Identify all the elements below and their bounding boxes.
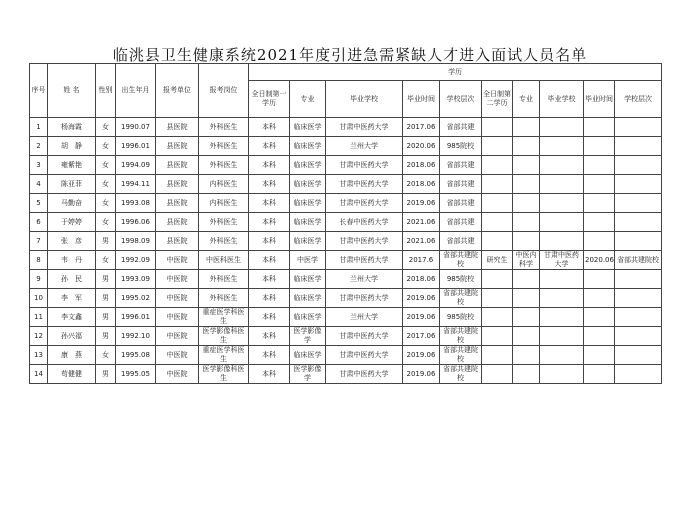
cell-degree: 本科 xyxy=(249,194,290,213)
cell-level: 省部共建 xyxy=(440,213,482,232)
table-row xyxy=(30,308,662,327)
cell-major: 临床医学 xyxy=(290,232,326,251)
cell-gender: 女 xyxy=(96,194,116,213)
cell-major: 临床医学 xyxy=(290,270,326,289)
cell-grad: 2017.06 xyxy=(403,118,440,137)
cell-level2 xyxy=(615,175,662,194)
table-row xyxy=(30,270,662,289)
cell-major2 xyxy=(513,156,540,175)
cell-major: 临床医学 xyxy=(290,308,326,327)
cell-name: 杨海霞 xyxy=(48,118,96,137)
cell-name: 马勤奋 xyxy=(48,194,96,213)
cell-grad: 2021.06 xyxy=(403,213,440,232)
candidate-table xyxy=(29,63,662,384)
table-row xyxy=(30,289,662,308)
cell-degree2 xyxy=(482,118,513,137)
cell-name: 孙 民 xyxy=(48,270,96,289)
cell-school2: 甘肃中医药大学 xyxy=(540,251,584,270)
cell-school: 甘肃中医药大学 xyxy=(326,346,403,365)
cell-unit: 中医院 xyxy=(156,346,199,365)
cell-post: 内科医生 xyxy=(199,175,249,194)
header-school: 毕业学校 xyxy=(326,81,403,118)
cell-school: 兰州大学 xyxy=(326,270,403,289)
cell-school2 xyxy=(540,137,584,156)
header-major: 专业 xyxy=(290,81,326,118)
header-school-level: 学校层次 xyxy=(440,81,482,118)
cell-birth: 1996.01 xyxy=(116,137,156,156)
cell-degree: 本科 xyxy=(249,251,290,270)
cell-unit: 中医院 xyxy=(156,308,199,327)
cell-degree2 xyxy=(482,194,513,213)
cell-level2 xyxy=(615,232,662,251)
cell-school2 xyxy=(540,175,584,194)
header-birth: 出生年月 xyxy=(116,64,156,118)
cell-grad2 xyxy=(584,289,615,308)
cell-school: 甘肃中医药大学 xyxy=(326,251,403,270)
cell-seq: 8 xyxy=(30,251,48,270)
cell-unit: 县医院 xyxy=(156,118,199,137)
cell-degree2 xyxy=(482,232,513,251)
cell-post: 重症医学科医生 xyxy=(199,346,249,365)
cell-degree2 xyxy=(482,308,513,327)
cell-degree: 本科 xyxy=(249,327,290,346)
table-row xyxy=(30,251,662,270)
cell-level: 省部共建 xyxy=(440,118,482,137)
cell-major2 xyxy=(513,213,540,232)
cell-post: 外科医生 xyxy=(199,156,249,175)
cell-level: 省部共建 xyxy=(440,232,482,251)
cell-grad: 2019.06 xyxy=(403,194,440,213)
cell-degree2 xyxy=(482,156,513,175)
cell-grad: 2019.06 xyxy=(403,365,440,384)
cell-gender: 男 xyxy=(96,308,116,327)
cell-major: 临床医学 xyxy=(290,346,326,365)
cell-birth: 1995.08 xyxy=(116,346,156,365)
cell-level: 省部共建 xyxy=(440,175,482,194)
table-row xyxy=(30,156,662,175)
cell-degree: 本科 xyxy=(249,118,290,137)
cell-school2 xyxy=(540,289,584,308)
cell-major: 临床医学 xyxy=(290,289,326,308)
cell-school2 xyxy=(540,232,584,251)
header-gender: 性别 xyxy=(96,64,116,118)
cell-major2 xyxy=(513,289,540,308)
cell-level: 省部共建院校 xyxy=(440,289,482,308)
cell-grad: 2020.06 xyxy=(403,137,440,156)
cell-birth: 1994.09 xyxy=(116,156,156,175)
cell-seq: 10 xyxy=(30,289,48,308)
cell-grad: 2019.06 xyxy=(403,308,440,327)
cell-birth: 1990.07 xyxy=(116,118,156,137)
cell-level2 xyxy=(615,118,662,137)
cell-school2 xyxy=(540,270,584,289)
cell-unit: 中医院 xyxy=(156,251,199,270)
cell-degree: 本科 xyxy=(249,156,290,175)
cell-degree: 本科 xyxy=(249,346,290,365)
cell-school2 xyxy=(540,118,584,137)
cell-major: 中医学 xyxy=(290,251,326,270)
cell-level2 xyxy=(615,365,662,384)
table-row xyxy=(30,194,662,213)
cell-birth: 1992.10 xyxy=(116,327,156,346)
cell-major2 xyxy=(513,137,540,156)
cell-gender: 男 xyxy=(96,365,116,384)
cell-name: 张 彦 xyxy=(48,232,96,251)
cell-grad2 xyxy=(584,175,615,194)
cell-major2 xyxy=(513,232,540,251)
cell-grad: 2019.06 xyxy=(403,346,440,365)
cell-post: 外科医生 xyxy=(199,137,249,156)
cell-birth: 1992.09 xyxy=(116,251,156,270)
table-row xyxy=(30,365,662,384)
cell-post: 中医科医生 xyxy=(199,251,249,270)
cell-major2 xyxy=(513,194,540,213)
cell-level2 xyxy=(615,327,662,346)
cell-major2 xyxy=(513,365,540,384)
header-school-level2: 学校层次 xyxy=(615,81,662,118)
table-row xyxy=(30,175,662,194)
cell-degree2 xyxy=(482,346,513,365)
cell-degree: 本科 xyxy=(249,175,290,194)
cell-school: 甘肃中医药大学 xyxy=(326,232,403,251)
cell-degree: 本科 xyxy=(249,365,290,384)
cell-seq: 6 xyxy=(30,213,48,232)
cell-major2 xyxy=(513,327,540,346)
header-post: 报考岗位 xyxy=(199,64,249,118)
cell-level: 省部共建院校 xyxy=(440,327,482,346)
cell-degree2 xyxy=(482,327,513,346)
cell-name: 李文鑫 xyxy=(48,308,96,327)
cell-unit: 县医院 xyxy=(156,156,199,175)
cell-degree2 xyxy=(482,175,513,194)
cell-major: 临床医学 xyxy=(290,156,326,175)
cell-grad: 2021.06 xyxy=(403,232,440,251)
header-ft-second: 全日制第二学历 xyxy=(482,81,513,118)
cell-degree2 xyxy=(482,365,513,384)
cell-level2 xyxy=(615,308,662,327)
cell-seq: 11 xyxy=(30,308,48,327)
cell-grad2: 2020.06 xyxy=(584,251,615,270)
cell-seq: 2 xyxy=(30,137,48,156)
cell-major2 xyxy=(513,270,540,289)
cell-seq: 12 xyxy=(30,327,48,346)
cell-birth: 1996.01 xyxy=(116,308,156,327)
cell-level: 省部共建 xyxy=(440,156,482,175)
cell-school2 xyxy=(540,327,584,346)
header-major2: 专业 xyxy=(513,81,540,118)
table-row xyxy=(30,137,662,156)
cell-grad2 xyxy=(584,118,615,137)
cell-post: 医学影像科医生 xyxy=(199,365,249,384)
cell-major2 xyxy=(513,346,540,365)
cell-level: 985院校 xyxy=(440,270,482,289)
cell-level2 xyxy=(615,156,662,175)
cell-grad2 xyxy=(584,213,615,232)
cell-grad2 xyxy=(584,308,615,327)
cell-school2 xyxy=(540,213,584,232)
table-row xyxy=(30,346,662,365)
cell-major: 医学影像学 xyxy=(290,327,326,346)
cell-level2 xyxy=(615,194,662,213)
cell-seq: 5 xyxy=(30,194,48,213)
cell-post: 外科医生 xyxy=(199,289,249,308)
cell-school: 甘肃中医药大学 xyxy=(326,194,403,213)
cell-post: 外科医生 xyxy=(199,232,249,251)
cell-degree: 本科 xyxy=(249,270,290,289)
cell-birth: 1994.11 xyxy=(116,175,156,194)
cell-name: 于婷婷 xyxy=(48,213,96,232)
cell-birth: 1995.05 xyxy=(116,365,156,384)
cell-level2: 省部共建院校 xyxy=(615,251,662,270)
cell-birth: 1995.02 xyxy=(116,289,156,308)
cell-major: 医学影像学 xyxy=(290,365,326,384)
cell-post: 重症医学科医生 xyxy=(199,308,249,327)
cell-gender: 女 xyxy=(96,137,116,156)
cell-grad2 xyxy=(584,232,615,251)
cell-gender: 男 xyxy=(96,289,116,308)
cell-school: 兰州大学 xyxy=(326,137,403,156)
cell-unit: 中医院 xyxy=(156,270,199,289)
cell-name: 胡 静 xyxy=(48,137,96,156)
cell-gender: 女 xyxy=(96,346,116,365)
cell-degree: 本科 xyxy=(249,289,290,308)
cell-degree: 本科 xyxy=(249,137,290,156)
cell-major2 xyxy=(513,175,540,194)
cell-birth: 1998.09 xyxy=(116,232,156,251)
cell-birth: 1996.06 xyxy=(116,213,156,232)
cell-gender: 女 xyxy=(96,251,116,270)
cell-grad2 xyxy=(584,327,615,346)
cell-post: 医学影像科医生 xyxy=(199,327,249,346)
cell-school: 甘肃中医药大学 xyxy=(326,156,403,175)
cell-degree2 xyxy=(482,270,513,289)
cell-seq: 13 xyxy=(30,346,48,365)
cell-degree: 本科 xyxy=(249,308,290,327)
cell-level2 xyxy=(615,346,662,365)
cell-name: 韦 丹 xyxy=(48,251,96,270)
cell-grad: 2017.06 xyxy=(403,327,440,346)
cell-degree: 本科 xyxy=(249,232,290,251)
cell-name: 李 军 xyxy=(48,289,96,308)
cell-name: 陈亚菲 xyxy=(48,175,96,194)
cell-grad: 2017.6 xyxy=(403,251,440,270)
cell-birth: 1993.09 xyxy=(116,270,156,289)
cell-major2: 中医内科学 xyxy=(513,251,540,270)
cell-major: 临床医学 xyxy=(290,118,326,137)
cell-grad: 2019.06 xyxy=(403,289,440,308)
cell-grad2 xyxy=(584,365,615,384)
cell-major: 临床医学 xyxy=(290,194,326,213)
cell-level: 985院校 xyxy=(440,308,482,327)
cell-gender: 女 xyxy=(96,156,116,175)
cell-unit: 中医院 xyxy=(156,289,199,308)
cell-unit: 县医院 xyxy=(156,213,199,232)
cell-school2 xyxy=(540,156,584,175)
cell-unit: 中医院 xyxy=(156,365,199,384)
cell-school: 甘肃中医药大学 xyxy=(326,118,403,137)
cell-post: 内科医生 xyxy=(199,194,249,213)
cell-level: 985院校 xyxy=(440,137,482,156)
cell-post: 外科医生 xyxy=(199,213,249,232)
cell-school: 甘肃中医药大学 xyxy=(326,289,403,308)
cell-level: 省部共建院校 xyxy=(440,365,482,384)
cell-post: 外科医生 xyxy=(199,118,249,137)
cell-post: 外科医生 xyxy=(199,270,249,289)
table-row xyxy=(30,118,662,137)
cell-grad2 xyxy=(584,194,615,213)
cell-unit: 县医院 xyxy=(156,175,199,194)
page-title: 临洮县卫生健康系统2021年度引进急需紧缺人才进入面试人员名单 xyxy=(112,46,588,64)
cell-degree: 本科 xyxy=(249,213,290,232)
cell-degree2 xyxy=(482,213,513,232)
cell-name: 孙兴福 xyxy=(48,327,96,346)
cell-gender: 女 xyxy=(96,175,116,194)
cell-grad2 xyxy=(584,137,615,156)
cell-name: 康 燕 xyxy=(48,346,96,365)
cell-major: 临床医学 xyxy=(290,213,326,232)
header-ft-first: 全日制第一学历 xyxy=(249,81,290,118)
cell-gender: 男 xyxy=(96,327,116,346)
table-row xyxy=(30,213,662,232)
cell-gender: 女 xyxy=(96,213,116,232)
cell-major2 xyxy=(513,118,540,137)
cell-grad2 xyxy=(584,346,615,365)
header-education-group: 学历 xyxy=(249,64,662,81)
cell-school2 xyxy=(540,346,584,365)
cell-gender: 男 xyxy=(96,232,116,251)
cell-seq: 7 xyxy=(30,232,48,251)
cell-level2 xyxy=(615,213,662,232)
cell-major: 临床医学 xyxy=(290,175,326,194)
cell-school: 甘肃中医药大学 xyxy=(326,365,403,384)
header-grad-time2: 毕业时间 xyxy=(584,81,615,118)
header-seq: 序号 xyxy=(30,64,48,118)
cell-seq: 14 xyxy=(30,365,48,384)
cell-seq: 9 xyxy=(30,270,48,289)
cell-gender: 男 xyxy=(96,270,116,289)
cell-school: 兰州大学 xyxy=(326,308,403,327)
header-grad-time: 毕业时间 xyxy=(403,81,440,118)
cell-seq: 1 xyxy=(30,118,48,137)
cell-degree2 xyxy=(482,137,513,156)
cell-school: 甘肃中医药大学 xyxy=(326,327,403,346)
cell-degree2 xyxy=(482,289,513,308)
cell-school: 长春中医药大学 xyxy=(326,213,403,232)
cell-level: 省部共建院校 xyxy=(440,251,482,270)
cell-level: 省部共建院校 xyxy=(440,346,482,365)
cell-level2 xyxy=(615,289,662,308)
cell-grad: 2018.06 xyxy=(403,270,440,289)
cell-grad: 2018.06 xyxy=(403,156,440,175)
cell-major: 临床医学 xyxy=(290,137,326,156)
cell-grad2 xyxy=(584,156,615,175)
cell-degree2: 研究生 xyxy=(482,251,513,270)
table-row xyxy=(30,232,662,251)
cell-unit: 县医院 xyxy=(156,232,199,251)
cell-school: 甘肃中医药大学 xyxy=(326,175,403,194)
cell-major2 xyxy=(513,308,540,327)
cell-name: 苟健健 xyxy=(48,365,96,384)
header-row-top xyxy=(30,64,662,81)
cell-birth: 1993.08 xyxy=(116,194,156,213)
cell-gender: 女 xyxy=(96,118,116,137)
cell-school2 xyxy=(540,194,584,213)
header-unit: 报考单位 xyxy=(156,64,199,118)
cell-name: 雍紫艳 xyxy=(48,156,96,175)
header-school2: 毕业学校 xyxy=(540,81,584,118)
cell-grad2 xyxy=(584,270,615,289)
cell-level2 xyxy=(615,270,662,289)
header-name: 姓 名 xyxy=(48,64,96,118)
cell-unit: 县医院 xyxy=(156,194,199,213)
cell-seq: 3 xyxy=(30,156,48,175)
table-row xyxy=(30,327,662,346)
cell-seq: 4 xyxy=(30,175,48,194)
cell-level: 省部共建 xyxy=(440,194,482,213)
cell-school2 xyxy=(540,308,584,327)
cell-unit: 中医院 xyxy=(156,327,199,346)
cell-level2 xyxy=(615,137,662,156)
cell-unit: 县医院 xyxy=(156,137,199,156)
cell-grad: 2018.06 xyxy=(403,175,440,194)
cell-school2 xyxy=(540,365,584,384)
